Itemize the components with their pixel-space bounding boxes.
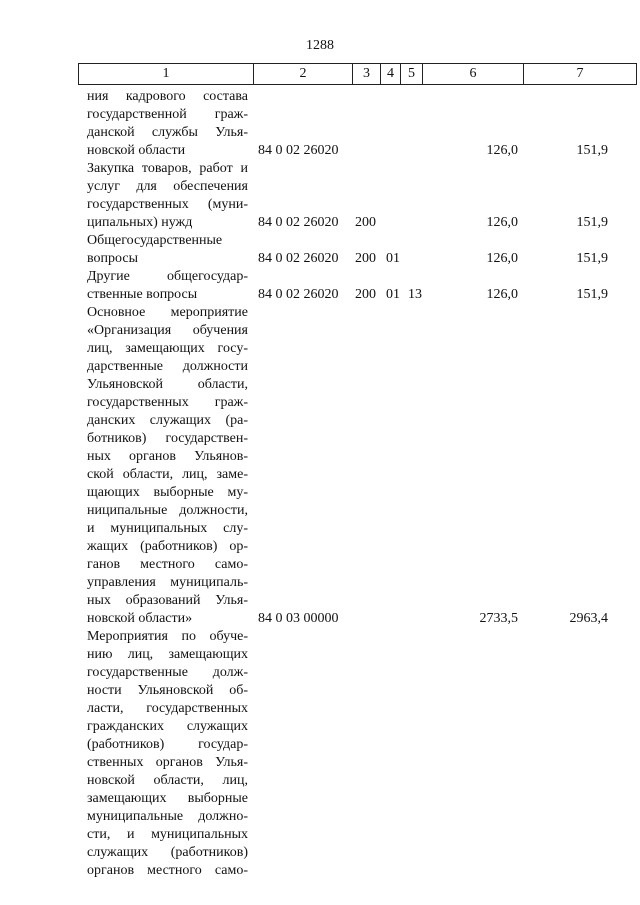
- description-line: государственные долж-: [87, 665, 248, 680]
- description-line: Ульяновской области,: [87, 377, 248, 392]
- row-value-col6: 126,0: [486, 215, 518, 230]
- row-col3: 200: [355, 215, 376, 230]
- description-line: и муниципальных слу-: [87, 521, 248, 536]
- description-line: государственных (муни-: [87, 197, 248, 212]
- description-line: щающих выборные му-: [87, 485, 248, 500]
- description-line: услуг для обеспечения: [87, 179, 248, 194]
- row-value-col7: 151,9: [576, 251, 608, 266]
- description-line: вопросы: [87, 251, 138, 266]
- row-description: [87, 628, 248, 880]
- row-col3: 200: [355, 251, 376, 266]
- description-line: ципальных) нужд: [87, 215, 193, 230]
- row-col5: 13: [408, 287, 422, 302]
- description-line: ственных органов Улья-: [87, 755, 248, 770]
- description-line: органов местного само-: [87, 863, 248, 878]
- row-code: 84 0 02 26020: [258, 287, 339, 302]
- description-line: лиц, замещающих госу-: [87, 341, 248, 356]
- row-value-col7: 2963,4: [569, 611, 608, 626]
- row-description: [87, 268, 248, 304]
- description-line: государственной граж-: [87, 107, 248, 122]
- description-line: жащих (работников) ор-: [87, 539, 248, 554]
- description-line: Общегосударственные: [87, 233, 223, 248]
- row-description: [87, 232, 248, 268]
- row-description: [87, 88, 248, 160]
- table-header: [78, 63, 637, 85]
- description-line: замещающих выборные: [87, 791, 248, 806]
- page-number: 1288: [306, 38, 334, 53]
- description-line: ных органов Ульянов-: [87, 449, 248, 464]
- row-description: [87, 304, 248, 628]
- description-line: гражданских служащих: [87, 719, 248, 734]
- description-line: Мероприятия по обуче-: [87, 629, 248, 644]
- row-value-col6: 2733,5: [479, 611, 518, 626]
- description-line: ской области, лиц, заме-: [87, 467, 248, 482]
- row-value-col6: 126,0: [486, 251, 518, 266]
- description-line: дарственные должности: [87, 359, 248, 374]
- header-col-6: 6: [422, 64, 523, 84]
- description-line: данской службы Улья-: [87, 125, 248, 140]
- header-col-4: 4: [380, 64, 400, 84]
- header-col-2: 2: [253, 64, 352, 84]
- row-value-col7: 151,9: [576, 287, 608, 302]
- header-col-1: 1: [78, 64, 253, 84]
- description-line: служащих (работников): [87, 845, 248, 860]
- row-code: 84 0 03 00000: [258, 611, 339, 626]
- description-line: Основное мероприятие: [87, 305, 248, 320]
- description-line: управления муниципаль-: [87, 575, 248, 590]
- row-value-col6: 126,0: [486, 143, 518, 158]
- row-value-col6: 126,0: [486, 287, 518, 302]
- header-col-5: 5: [400, 64, 422, 84]
- row-code: 84 0 02 26020: [258, 251, 339, 266]
- row-col4: 01: [386, 251, 400, 266]
- row-code: 84 0 02 26020: [258, 215, 339, 230]
- description-line: ния кадрового состава: [87, 89, 248, 104]
- description-line: «Организация обучения: [87, 323, 248, 338]
- row-value-col7: 151,9: [576, 215, 608, 230]
- description-line: ственные вопросы: [87, 287, 198, 302]
- description-line: ганов местного само-: [87, 557, 248, 572]
- description-line: данских служащих (ра-: [87, 413, 248, 428]
- description-line: ниципальные должности,: [87, 503, 248, 518]
- row-col3: 200: [355, 287, 376, 302]
- description-line: новской области: [87, 143, 186, 158]
- description-line: сти, и муниципальных: [87, 827, 248, 842]
- row-description: [87, 160, 248, 232]
- description-line: муниципальные должно-: [87, 809, 248, 824]
- description-line: Закупка товаров, работ и: [87, 161, 248, 176]
- description-line: ласти, государственных: [87, 701, 248, 716]
- description-line: ности Ульяновской об-: [87, 683, 248, 698]
- description-line: ных образований Улья-: [87, 593, 248, 608]
- header-col-3: 3: [352, 64, 380, 84]
- row-value-col7: 151,9: [576, 143, 608, 158]
- description-line: Другие общегосудар-: [87, 269, 248, 284]
- description-line: ботников) государствен-: [87, 431, 248, 446]
- description-line: новской области, лиц,: [87, 773, 248, 788]
- description-line: государственных граж-: [87, 395, 248, 410]
- header-col-7: 7: [523, 64, 637, 84]
- description-line: нию лиц, замещающих: [87, 647, 248, 662]
- row-col4: 01: [386, 287, 400, 302]
- description-line: новской области»: [87, 611, 193, 626]
- row-code: 84 0 02 26020: [258, 143, 339, 158]
- description-line: (работников) государ-: [87, 737, 248, 752]
